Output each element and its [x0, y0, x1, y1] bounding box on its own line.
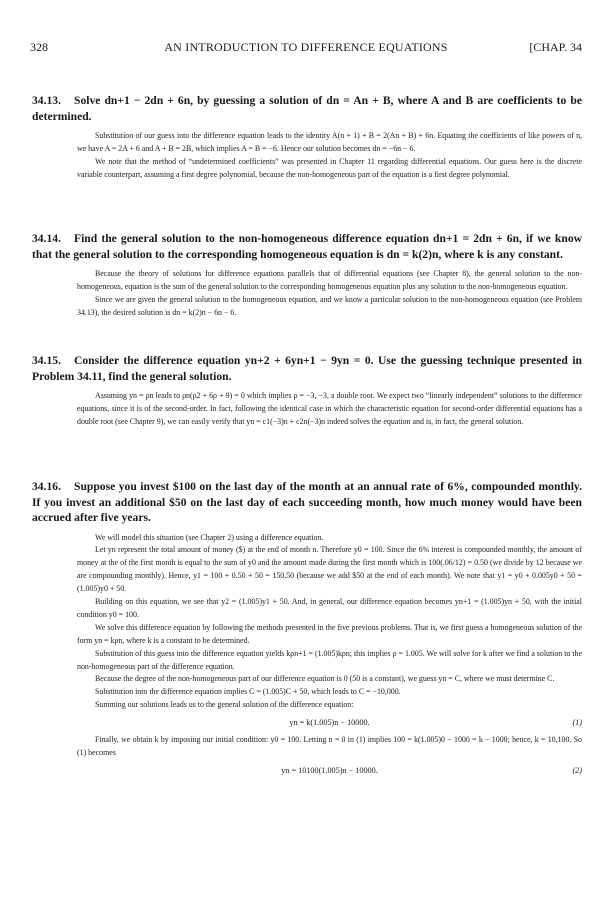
solution-paragraph: Substitution into the difference equation implies C = (1.005)C + 50, which leads to C = −10,000.	[95, 687, 401, 697]
solution	[77, 390, 582, 429]
equation-tag: (2)	[572, 766, 582, 775]
problem-number: 34.15.	[32, 354, 61, 367]
solution-paragraph: Because the theory of solutions for difference equations parallels that of differential equations (see Chapter 8), the general solution to the non-homogeneous, equation is the sum of the general solution to the corresponding homogeneous equation plus any solution to the non-homogeneous equation.	[77, 269, 582, 291]
solution	[77, 532, 582, 783]
solution-paragraph: Assuming yn = ρn leads to ρn(ρ2 + 6ρ + 9) = 0 which implies ρ = −3, −3, a double root. We expect two “linearly independent” solutions to the difference equations, since it is of the second-order. In fact, following the identical case in which the characteristic equation for second-order differential equations has a double root (see Chapter 9), we can easily verify that yn = c1(−3)n + c2n(−3)n indeed solves the equation and is, in fact, the general solution.	[77, 391, 582, 426]
equation-1	[77, 712, 582, 734]
problem-34-16	[32, 479, 582, 782]
solution-paragraph: Finally, we obtain k by imposing our initial condition: y0 = 100. Letting n = 0 in (1) implies 100 = k(1.005)0 − 1000 = k − 1000; hence, k = 10,100. So (1) becomes	[77, 735, 582, 758]
solution-paragraph: We solve this difference equation by following the methods presented in the five previous problems. That is, we first guess a homogeneous solution of the form yn = kρn, where k is a constant to be determined.	[77, 622, 582, 645]
problem-statement	[32, 93, 582, 124]
problem-statement	[32, 479, 582, 526]
solution-paragraph: We note that the method of “undetermined coefficients” was presented in Chapter 11 regarding differential equations. Our guess here is the discrete variable counterpart, assuming a first degree polynomial, because the non-homogeneous part of the equation is a first degree polynomial.	[77, 156, 582, 179]
problem-34-15	[32, 353, 582, 429]
problem-number: 34.16.	[32, 480, 61, 493]
solution-paragraph: Because the degree of the non-homogeneous part of our difference equation is 0 (50 is a constant), we guess yn = C, where we must determine C.	[95, 674, 555, 684]
problem-text: Find the general solution to the non-homogeneous difference equation dn+1 = 2dn + 6n, if we know that the general solution to the corresponding homogeneous equation is dn = k(2)n, where k is any constant.	[32, 232, 582, 261]
solution	[77, 130, 582, 182]
solution-paragraph: Since we are given the general solution to the homogeneous equation, and we know a particular solution to the non-homogeneous equation (see Problem 34.13), the desired solution is dn = k(2)n − 6n − 6.	[77, 294, 582, 317]
equation-body: yn = 10100(1.005)n − 10000.	[281, 766, 378, 775]
equation-body: yn = k(1.005)n − 10000.	[289, 718, 370, 728]
running-title: AN INTRODUCTION TO DIFFERENCE EQUATIONS	[164, 40, 448, 54]
solution-paragraph: Let yn represent the total amount of money ($) at the end of month n. Therefore y0 = 100. Since the 6% interest is compounded monthly, the amount of money at the of the first month is equal to the sum of y0 and the amount made during the first month which is 100(.06/12) = 0.50 (we divide by 12 because we are compounding monthly). Hence, y1 = 100 + 0.50 + 50 = 150.50 (because we add $50 at the end of each month). We note that y1 = y0 + 0.005y0 + 50 = (1.005)y0 + 50.	[77, 545, 582, 594]
problem-text: Consider the difference equation yn+2 + 6yn+1 − 9yn = 0. Use the guessing technique presented in Problem 34.11, find the general solution.	[32, 354, 582, 383]
equation-2	[77, 760, 582, 782]
equation-tag: (1)	[572, 718, 582, 728]
solution	[77, 268, 582, 320]
problem-number: 34.14.	[32, 232, 61, 245]
solution-paragraph: We will model this situation (see Chapter 2) using a difference equation.	[95, 532, 324, 542]
solution-paragraph: Summing our solutions leads us to the general solution of the difference equation:	[95, 700, 354, 710]
problem-number: 34.13.	[32, 94, 61, 107]
problem-34-13	[32, 93, 582, 182]
chapter-label: [CHAP. 34	[529, 40, 582, 54]
solution-paragraph: Substitution of our guess into the difference equation leads to the identity A(n + 1) + B = 2(An + B) + 6n. Equating the coefficients of like powers of n, we have A = 2A + 6 and A + B = 2B, which implies A = B = −6. Hence our solution becomes dn = −6n − 6.	[77, 131, 582, 153]
page-number: 328	[30, 40, 48, 54]
problem-34-14	[32, 231, 582, 320]
solution-paragraph: Substitution of this guess into the difference equation yields kρn+1 = (1.005)kρn; this implies ρ = 1.005. We will solve for k after we find a solution to the non-homogeneous part of the difference equation.	[77, 648, 582, 671]
problem-text: Suppose you invest $100 on the last day of the month at an annual rate of 6%, compounded monthly. If you invest an additional $50 on the last day of each succeeding month, how much money would have been accrued after five years.	[32, 480, 582, 524]
problem-statement	[32, 231, 582, 262]
running-header	[30, 40, 582, 56]
problem-text: Solve dn+1 − 2dn + 6n, by guessing a solution of dn = An + B, where A and B are coefficients to be determined.	[32, 94, 582, 123]
solution-paragraph: Building on this equation, we see that y2 = (1.005)y1 + 50. And, in general, our difference equation becomes yn+1 = (1.005)yn + 50, with the initial condition y0 = 100.	[77, 597, 582, 619]
problem-statement	[32, 353, 582, 384]
